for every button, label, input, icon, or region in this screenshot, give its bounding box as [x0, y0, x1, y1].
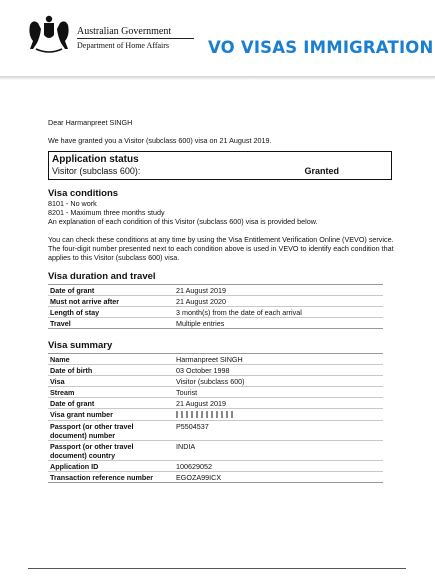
row-label: Travel	[50, 318, 71, 328]
letter-body	[48, 118, 400, 494]
status-title: Application status	[52, 154, 139, 165]
status-row	[52, 166, 387, 177]
table-row	[48, 376, 383, 387]
redacted-value	[176, 411, 236, 418]
footer-rule	[28, 568, 406, 569]
row-value: 3 month(s) from the date of each arrival	[176, 307, 302, 317]
header-divider	[0, 76, 435, 80]
table-row	[48, 387, 383, 398]
table-row	[48, 461, 383, 472]
row-value: P5504537	[176, 421, 209, 431]
table-row	[48, 472, 383, 482]
table-row	[48, 354, 383, 365]
row-label: Date of grant	[50, 285, 95, 295]
row-label: Date of birth	[50, 365, 93, 375]
row-label: Transaction reference number	[50, 472, 154, 482]
row-label: Passport (or other travel document) country	[50, 441, 134, 460]
row-label: Date of grant	[50, 398, 95, 408]
row-value: Visitor (subclass 600)	[176, 376, 245, 386]
row-label: Must not arrive after	[50, 296, 120, 306]
row-label: Visa grant number	[50, 409, 113, 419]
table-row	[48, 441, 383, 461]
row-label: Application ID	[50, 461, 99, 471]
brand-title: VO VISAS IMMIGRATION	[208, 38, 434, 57]
letterhead-rule	[77, 38, 194, 39]
greeting: Dear Harmanpreet SINGH	[48, 118, 133, 127]
row-value: 100629052	[176, 461, 212, 471]
row-label: Visa	[50, 376, 65, 386]
row-label: Passport (or other travel document) number	[50, 421, 134, 440]
table-row	[48, 398, 383, 409]
table-row	[48, 365, 383, 376]
table-row	[48, 307, 383, 318]
row-value: Tourist	[176, 387, 198, 397]
duration-title: Visa duration and travel	[48, 271, 156, 282]
table-row	[48, 296, 383, 307]
row-value: EGOZA99ICX	[176, 472, 222, 482]
row-value: 03 October 1998	[176, 365, 230, 375]
conditions-explanation: An explanation of each condition of this Visitor (subclass 600) visa is provided below.	[48, 217, 318, 226]
row-label: Stream	[50, 387, 75, 397]
table-row	[48, 318, 383, 328]
row-value: 21 August 2020	[176, 296, 226, 306]
row-label: Length of stay	[50, 307, 100, 317]
row-value: Multiple entries	[176, 318, 225, 328]
condition-item: 8101 - No work	[48, 199, 97, 208]
row-value: 21 August 2019	[176, 398, 226, 408]
condition-item: 8201 - Maximum three months study	[48, 208, 165, 217]
status-value: Granted	[304, 166, 339, 176]
table-row	[48, 409, 383, 421]
summary-table	[48, 353, 383, 483]
conditions-title: Visa conditions	[48, 188, 119, 199]
row-label: Name	[50, 354, 70, 364]
government-name: Australian Government	[77, 26, 172, 37]
table-row	[48, 285, 383, 296]
table-row	[48, 421, 383, 441]
department-name: Department of Home Affairs	[77, 41, 170, 50]
summary-title: Visa summary	[48, 340, 113, 351]
coat-of-arms-icon	[24, 13, 74, 57]
row-value	[174, 409, 383, 420]
row-value: INDIA	[176, 441, 196, 451]
application-status-box	[48, 151, 392, 180]
status-label: Visitor (subclass 600):	[52, 166, 141, 176]
row-value: Harmanpreet SINGH	[176, 354, 243, 364]
vevo-paragraph: You can check these conditions at any time by using the Visa Entitlement Verification Online (VEVO) service. The four-digit number presented next to each condition above is used in VEVO to identify each condition that applies to this Visitor (subclass 600) visa.	[48, 235, 394, 262]
letterhead	[0, 0, 435, 80]
grant-sentence: We have granted you a Visitor (subclass 600) visa on 21 August 2019.	[48, 136, 272, 145]
row-value: 21 August 2019	[176, 285, 226, 295]
duration-table	[48, 284, 383, 329]
